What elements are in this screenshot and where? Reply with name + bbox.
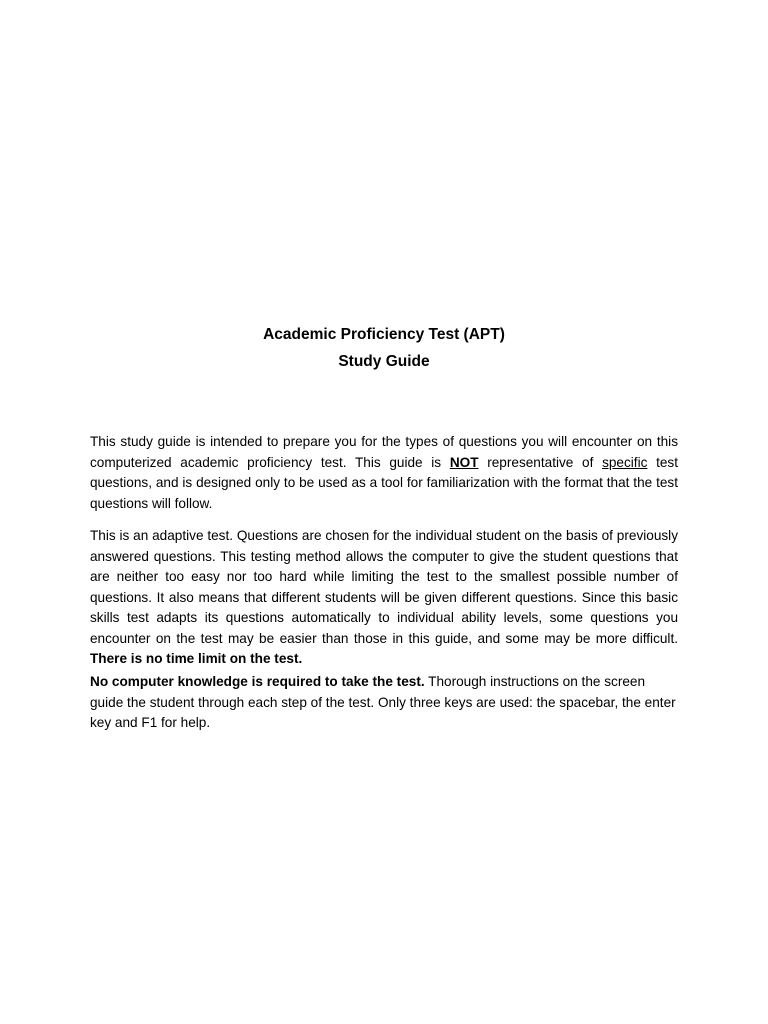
adaptive-test-text: This is an adaptive test. Questions are chosen for the individual student on the basis of previously answered questions. This testing method allows the computer to give the student questions that are neither too easy nor too hard while limiting the test to the smallest possible number of questions. It also means that different students will be given different questions. Since this basic skills test adapts its questions automatically to individual ability levels, some questions you encounter on the test may be easier than those in this guide, and some may be more difficult. — [90, 528, 678, 646]
no-computer-knowledge-note: No computer knowledge is required to take the test. — [90, 674, 425, 689]
intro-text-part3: test questions, and is designed only to be used as a tool for familiarization with the format that the test questions will follow. — [90, 454, 679, 511]
instructions-text: Thorough instructions on the screen guide the student through each step of the test. Only three keys are used: the spacebar, the enter key and F1 for help. — [90, 674, 676, 730]
intro-text-part2: representative of — [478, 454, 603, 470]
title-block — [0, 321, 768, 375]
not-emphasis: NOT — [449, 454, 479, 470]
document-subtitle: Study Guide — [338, 353, 430, 370]
adaptive-test-paragraph — [90, 526, 678, 670]
no-time-limit-note: There is no time limit on the test. — [90, 651, 303, 666]
specific-emphasis: specific — [602, 454, 648, 470]
intro-paragraph — [90, 432, 678, 514]
computer-knowledge-paragraph — [90, 672, 678, 734]
intro-text-part1: This study guide is intended to prepare you for the types of questions you will encounter on this computerized academic proficiency test. This guide is — [90, 434, 678, 470]
document-title: Academic Proficiency Test (APT) — [263, 326, 505, 343]
